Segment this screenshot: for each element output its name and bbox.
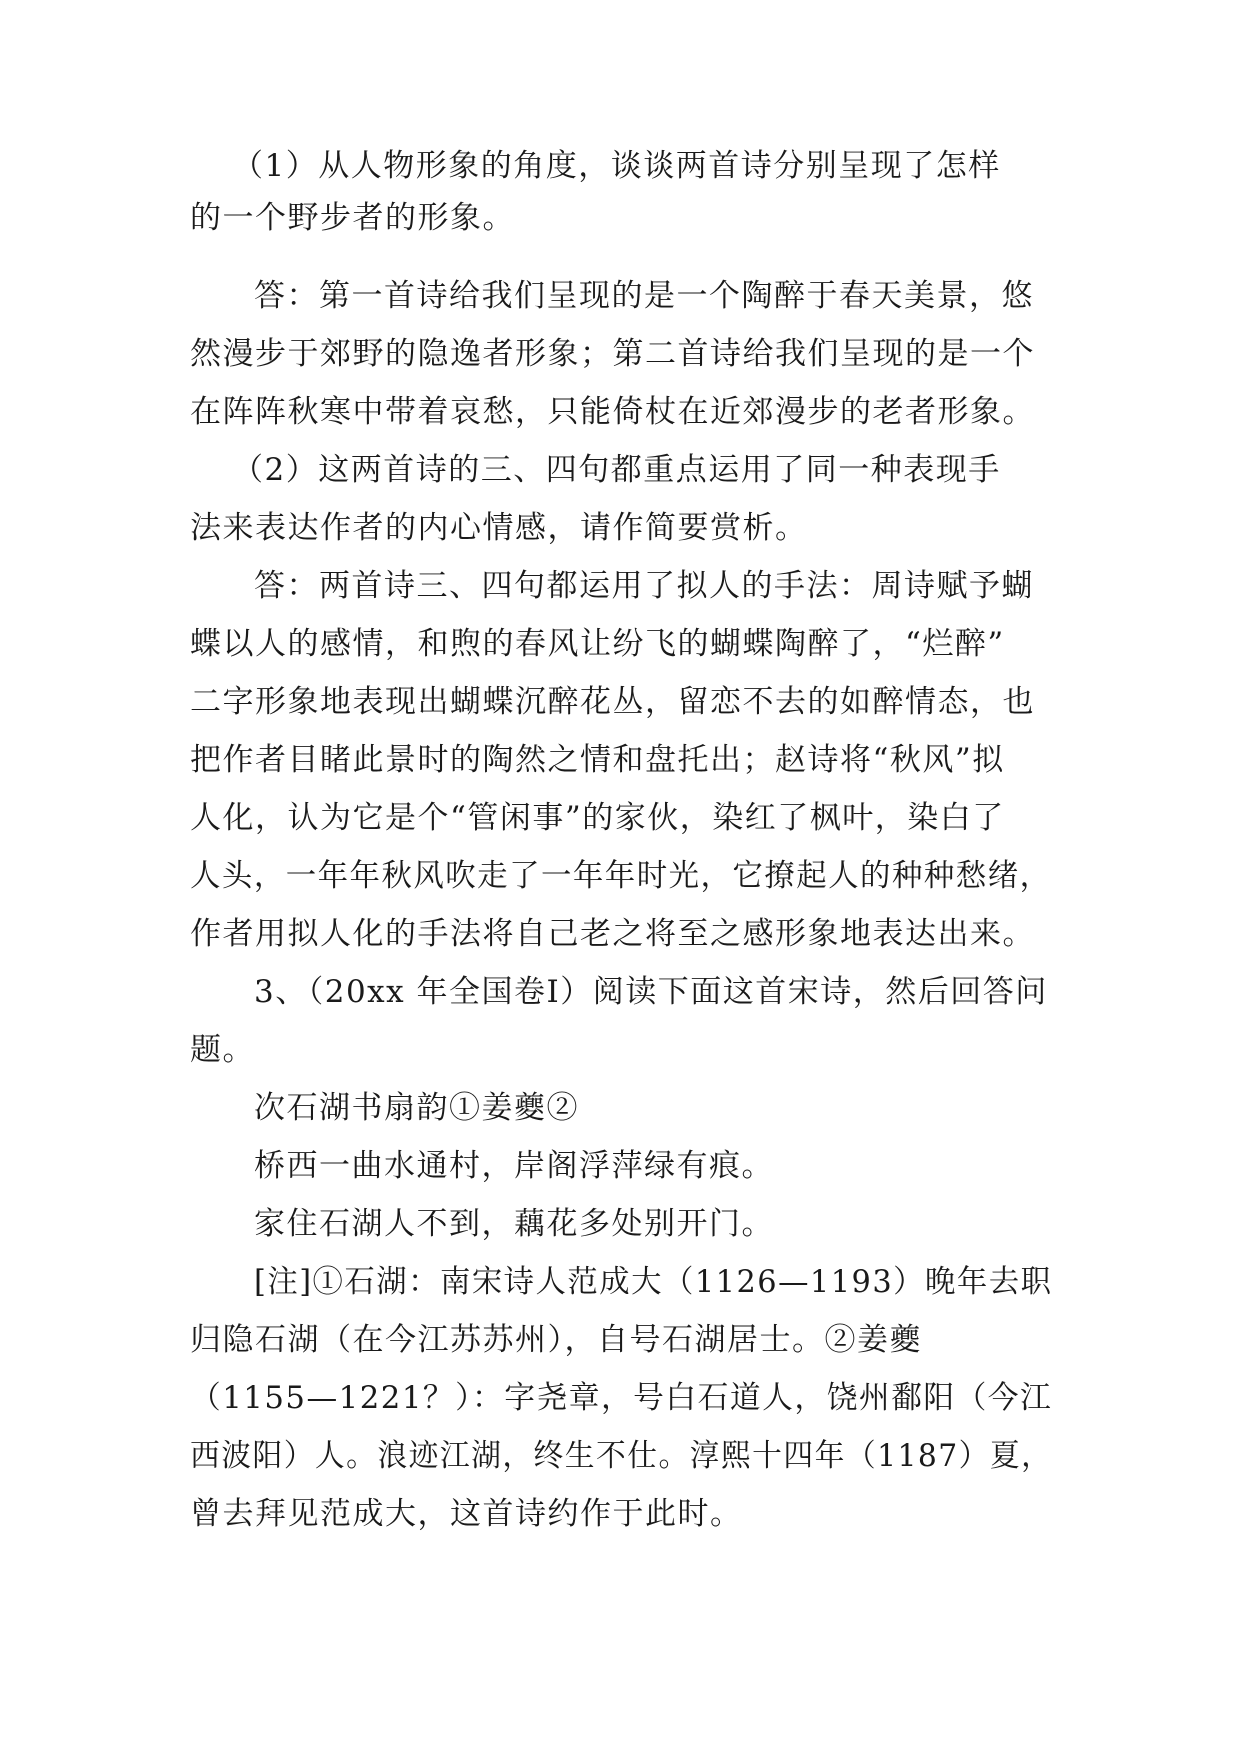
text-line: 曾去拜见范成大，这首诗约作于此时。 bbox=[190, 1496, 743, 1532]
text-line: 西波阳）人。浪迹江湖，终生不仕。淳熙十四年（1187）夏， bbox=[190, 1438, 1053, 1474]
text-line: 人化，认为它是个“管闲事”的家伙，染红了枫叶，染白了 bbox=[190, 800, 1005, 836]
text-line: （2）这两首诗的三、四句都重点运用了同一种表现手 bbox=[232, 452, 1001, 488]
text-line: 蝶以人的感情，和煦的春风让纷飞的蝴蝶陶醉了，“烂醉” bbox=[190, 626, 1005, 662]
text-line: [注]①石湖：南宋诗人范成大（1126—1193）晚年去职 bbox=[254, 1264, 1053, 1300]
text-line: 人头，一年年秋风吹走了一年年时光，它撩起人的种种愁绪， bbox=[190, 858, 1052, 894]
text-line: （1155—1221？）：字尧章，号白石道人，饶州鄱阳（今江 bbox=[190, 1380, 1053, 1416]
text-line: （1）从人物形象的角度，谈谈两首诗分别呈现了怎样 bbox=[232, 148, 1001, 184]
text-line: 3、（20xx 年全国卷Ⅰ）阅读下面这首宋诗，然后回答问 bbox=[254, 974, 1048, 1010]
text-line: 然漫步于郊野的隐逸者形象；第二首诗给我们呈现的是一个 bbox=[190, 336, 1035, 372]
text-line: 二字形象地表现出蝴蝶沉醉花丛，留恋不去的如醉情态，也 bbox=[190, 684, 1035, 720]
text-line: 家住石湖人不到，藕花多处别开门。 bbox=[254, 1206, 774, 1242]
text-line: 答：第一首诗给我们呈现的是一个陶醉于春天美景，悠 bbox=[254, 278, 1034, 314]
text-line: 次石湖书扇韵①姜夔② bbox=[254, 1090, 579, 1126]
text-line: 作者用拟人化的手法将自己老之将至之感形象地表达出来。 bbox=[190, 916, 1035, 952]
text-line: 在阵阵秋寒中带着哀愁，只能倚杖在近郊漫步的老者形象。 bbox=[190, 394, 1035, 430]
text-line: 答：两首诗三、四句都运用了拟人的手法：周诗赋予蝴 bbox=[254, 568, 1034, 604]
text-line: 归隐石湖（在今江苏苏州），自号石湖居士。②姜夔 bbox=[190, 1322, 922, 1358]
text-line: 法来表达作者的内心情感，请作简要赏析。 bbox=[190, 510, 808, 546]
text-line: 题。 bbox=[190, 1032, 255, 1068]
text-line: 的一个野步者的形象。 bbox=[190, 200, 515, 236]
text-line: 桥西一曲水通村，岸阁浮萍绿有痕。 bbox=[254, 1148, 774, 1184]
text-line: 把作者目睹此景时的陶然之情和盘托出；赵诗将“秋风”拟 bbox=[190, 742, 1005, 778]
